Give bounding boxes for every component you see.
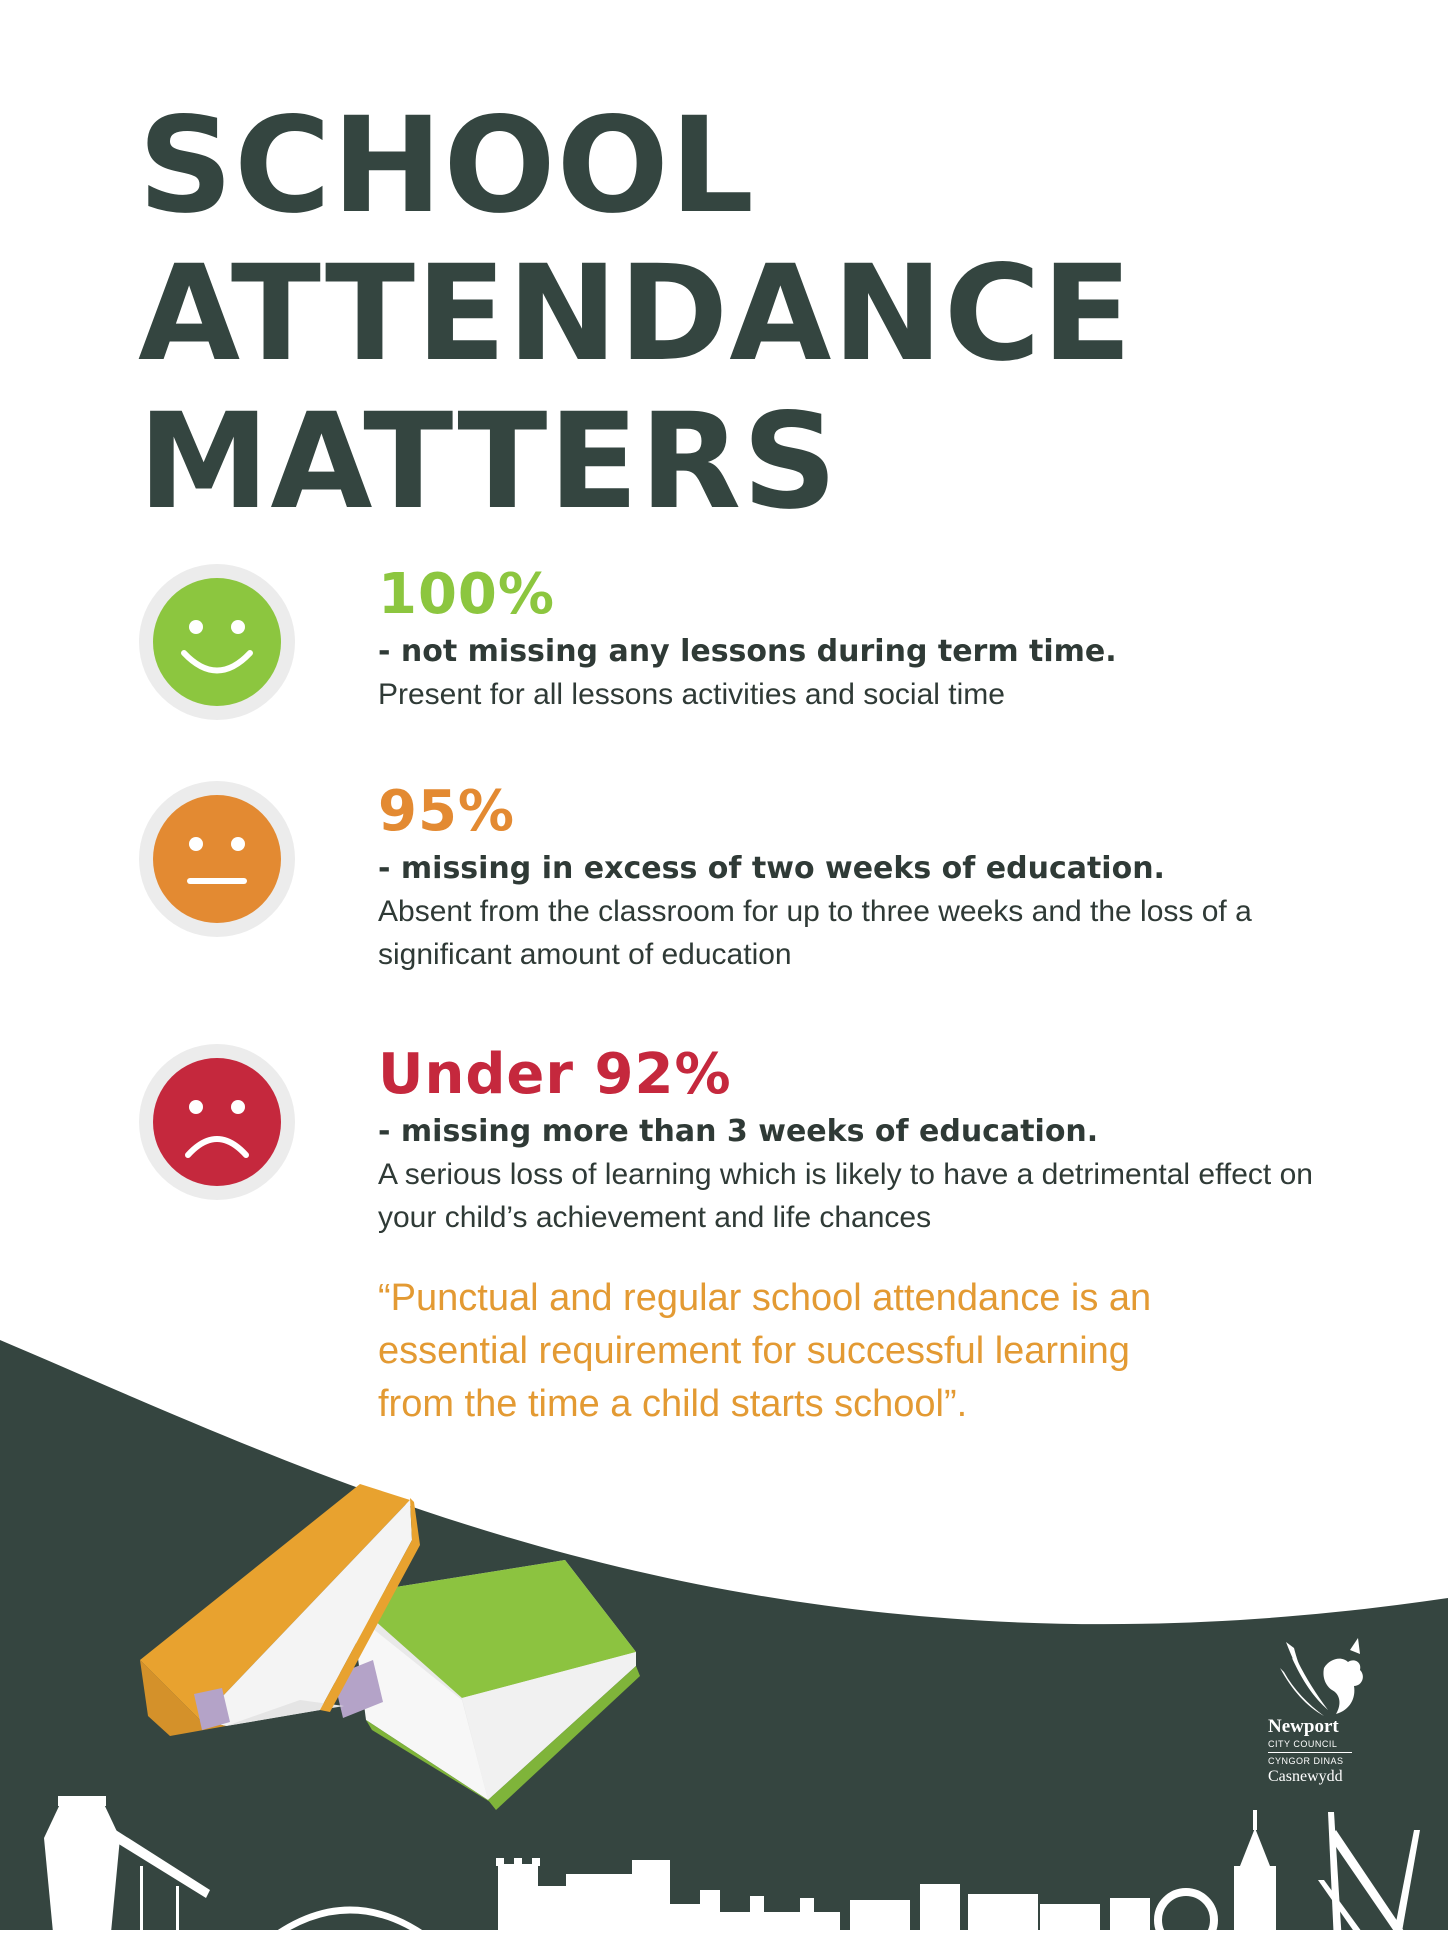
attendance-level-95 (138, 780, 1388, 980)
logo-subtitle: CITY COUNCIL (1268, 1739, 1338, 1749)
description-line: Present for all lessons activities and social time (378, 678, 1005, 711)
title-line-1: SCHOOL (138, 89, 755, 243)
level-headline: - missing in excess of two weeks of education. (378, 851, 1165, 886)
page-title (138, 89, 1133, 539)
level-description (378, 890, 1408, 976)
logo-welsh-name: Casnewydd (1268, 1768, 1343, 1785)
attendance-level-under-92 (138, 1043, 1388, 1243)
quote-line: from the time a child starts school”. (378, 1383, 968, 1425)
level-headline: - missing more than 3 weeks of education. (378, 1114, 1099, 1149)
logo-name: Newport (1268, 1716, 1339, 1737)
level-text (378, 1043, 1408, 1239)
level-description (378, 673, 1408, 716)
title-line-2: ATTENDANCE (138, 237, 1133, 391)
logo-welsh-subtitle: CYNGOR DINAS (1268, 1756, 1344, 1766)
percent-label: 95% (378, 779, 516, 844)
sad-face-icon (138, 1043, 296, 1201)
logo-divider (1268, 1752, 1352, 1753)
description-line: significant amount of education (378, 938, 792, 971)
description-line: Absent from the classroom for up to three weeks and the loss of a (378, 895, 1252, 928)
level-description (378, 1153, 1408, 1239)
description-line: your child’s achievement and life chances (378, 1201, 932, 1234)
council-logo-text (1268, 1716, 1388, 1786)
quote-line: “Punctual and regular school attendance is an (378, 1277, 1152, 1319)
title-line-3: MATTERS (138, 385, 839, 539)
percent-label: Under 92% (378, 1042, 732, 1107)
description-line: A serious loss of learning which is likely to have a detrimental effect on (378, 1158, 1313, 1191)
quote-line: essential requirement for successful learning (378, 1330, 1130, 1372)
level-text (378, 563, 1408, 716)
level-text (378, 780, 1408, 976)
level-headline: - not missing any lessons during term time. (378, 634, 1117, 669)
percent-label: 100% (378, 562, 556, 627)
neutral-face-icon (138, 780, 296, 938)
happy-face-icon (138, 563, 296, 721)
attendance-quote (378, 1272, 1278, 1431)
attendance-level-100 (138, 563, 1388, 763)
